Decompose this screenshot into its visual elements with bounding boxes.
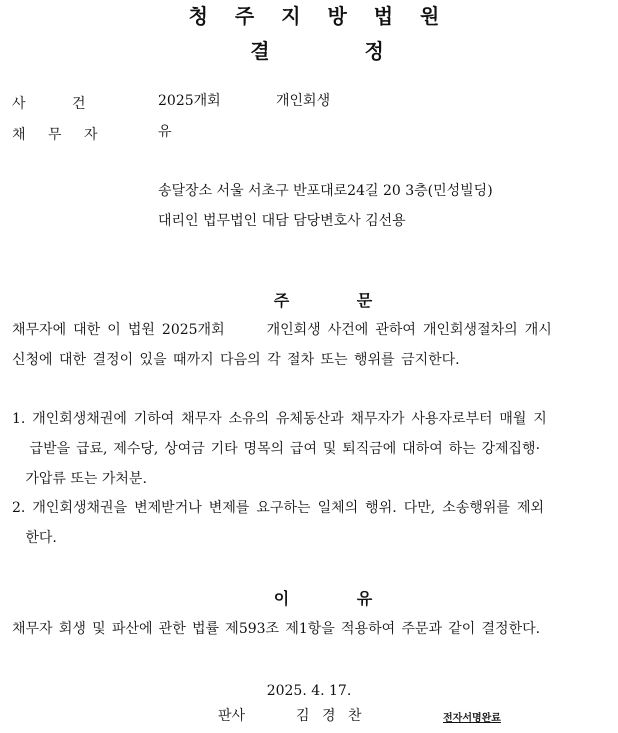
document-type: 결 정 [250, 39, 428, 63]
order-heading: 주 문 [273, 291, 373, 310]
debtor-name: 유 [158, 124, 172, 140]
order-intro-line-2: 신청에 대한 결정이 있을 때까지 다음의 각 절차 또는 행위를 금지한다. [12, 352, 460, 368]
order-item-1-line-2: 급받을 급료, 제수당, 상여금 기타 명목의 급여 및 퇴직금에 대하여 하는 강제집행· [12, 441, 541, 457]
case-number: 2025개회 [158, 93, 221, 109]
reason-heading: 이 유 [273, 589, 373, 608]
order-item-2-line-1: 2. 개인회생채권을 변제받거나 변제를 요구하는 일체의 행위. 다만, 소송행위를 제외 [12, 500, 544, 516]
case-label: 사 건 [12, 96, 86, 112]
agent-line: 대리인 법무법인 대담 담당변호사 김선용 [158, 213, 406, 229]
reason-text: 채무자 회생 및 파산에 관한 법률 제593조 제1항을 적용하여 주문과 같이 결정한다. [12, 621, 541, 637]
judge-name: 김 경 찬 [296, 708, 362, 724]
judge-title: 판사 [218, 708, 246, 724]
order-intro-line-1: 채무자에 대한 이 법원 2025개회 개인회생 사건에 관하여 개인회생절차의 개시 [12, 322, 552, 338]
e-signature-mark: 전자서명완료 [443, 713, 501, 724]
decision-date: 2025. 4. 17. [266, 683, 352, 699]
order-item-2-line-2: 한다. [12, 530, 57, 546]
order-item-1-line-3: 가압류 또는 가처분. [12, 471, 147, 487]
court-name: 청 주 지 방 법 원 [188, 4, 450, 28]
service-address: 송달장소 서울 서초구 반포대로24길 20 3층(민성빌딩) [158, 183, 493, 199]
debtor-label: 채 무 자 [12, 127, 98, 143]
order-item-1-line-1: 1. 개인회생채권에 기하여 채무자 소유의 유체동산과 채무자가 사용자로부터 매월 지 [12, 411, 547, 427]
case-name: 개인회생 [276, 93, 331, 109]
